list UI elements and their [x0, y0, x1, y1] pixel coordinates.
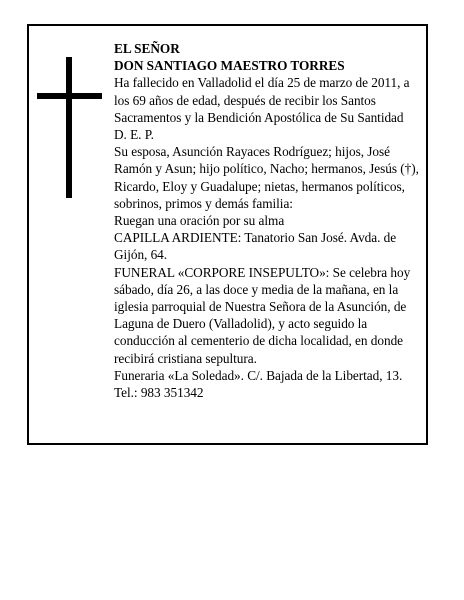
obituary-notice [27, 24, 428, 445]
prayer-request: Ruegan una oración por su alma [114, 213, 285, 229]
chapel-info: CAPILLA ARDIENTE: Tanatorio San José. Avda. de Gijón, 64. [114, 230, 397, 263]
funeral-home-info: Funeraria «La Soledad». C/. Bajada de la Libertad, 13. Tel.: 983 351342 [114, 367, 403, 401]
family-list: Su esposa, Asunción Rayaces Rodríguez; hijos, José Ramón y Asun; hijo político, Nacho; hermanos, Jesús (†), Ricardo, Eloy y Guadalupe; nietas, hermanos políticos, sobrinos, primos y demás familia: [114, 144, 419, 211]
cross-vertical-bar [66, 57, 72, 198]
funeral-info: FUNERAL «CORPORE INSEPULTO»: Se celebra hoy sábado, día 26, a las doce y media de la mañana, en la iglesia parroquial de Nuestra Señora de la Asunción, de Laguna de Duero (Valladolid), y acto seguido la conducción al cementerio de dicha localidad, en donde recibirá cristiana sepultura. [114, 264, 411, 366]
cross-horizontal-bar [37, 93, 102, 99]
rest-in-peace: D. E. P. [114, 127, 154, 143]
deceased-name: DON SANTIAGO MAESTRO TORRES [114, 58, 345, 74]
honorific: EL SEÑOR [114, 41, 180, 56]
notice-text-block [114, 40, 426, 401]
cross-icon [37, 57, 102, 198]
death-statement: Ha fallecido en Valladolid el día 25 de marzo de 2011, a los 69 años de edad, después de recibir los Santos Sacramentos y la Bendición Apostólica de Su Santidad [114, 75, 410, 125]
